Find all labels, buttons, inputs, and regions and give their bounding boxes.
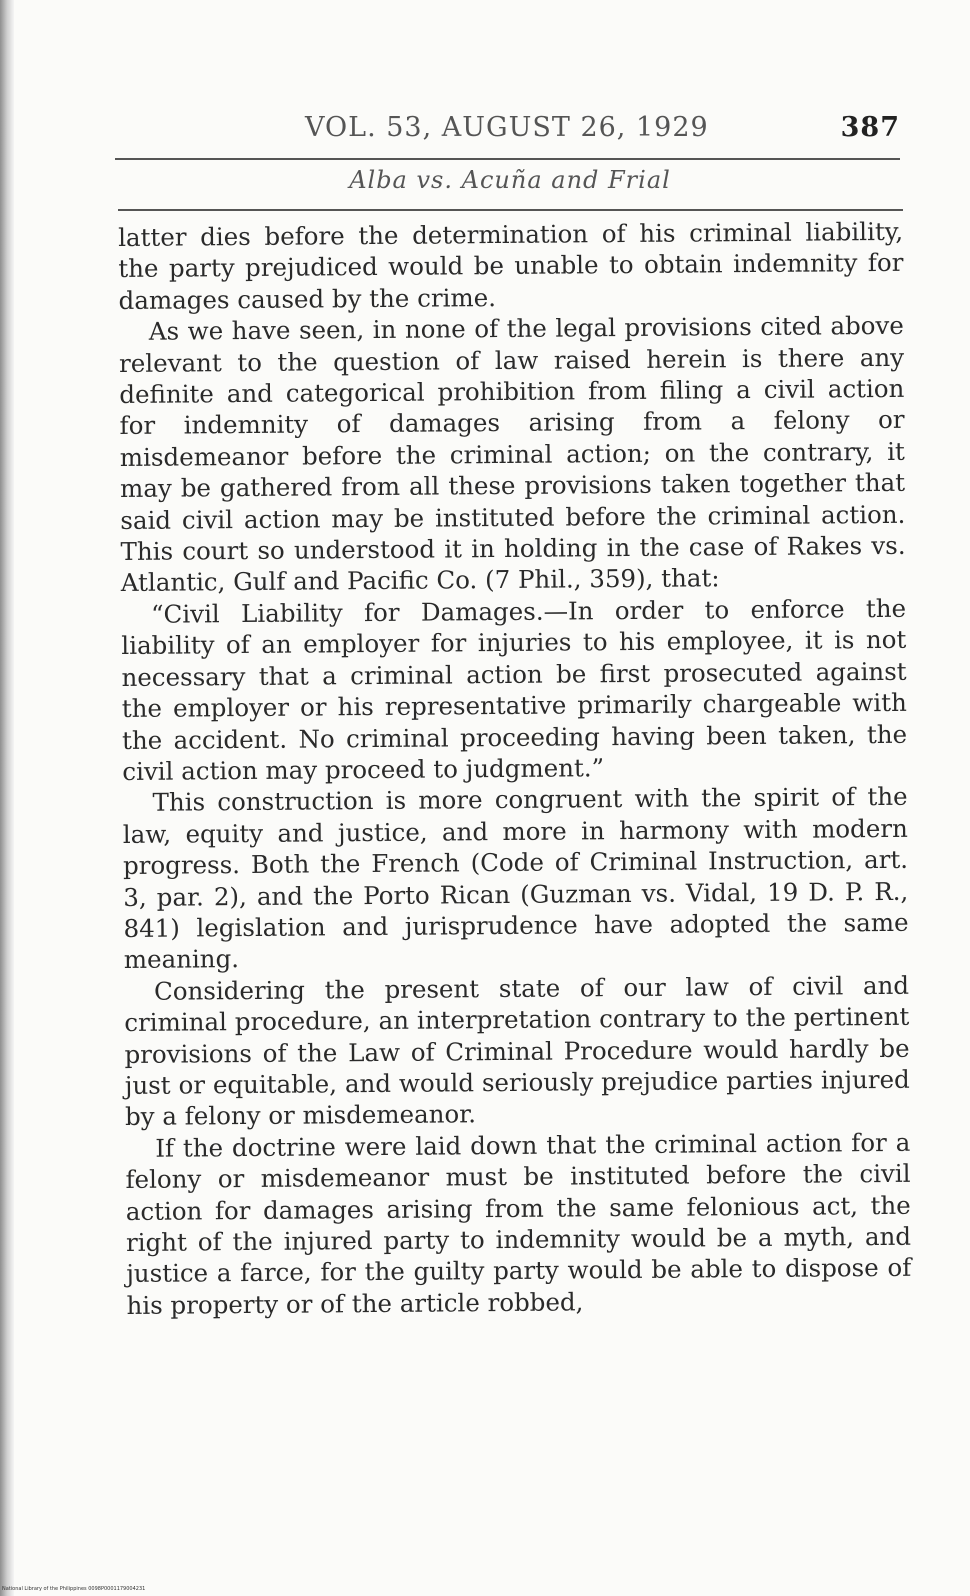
paragraph-considering: Considering the present state of our law of civil and criminal procedure, an interpretation contrary to the pertinent provisions of the Law of Criminal Procedure would hardly be just or equitable, and would seriously prejudice parties injured by a felony or misdemeanor. [124, 970, 910, 1132]
page-number: 387 [840, 112, 900, 143]
page-binding-edge [0, 0, 14, 1596]
paragraph-legal-provisions: As we have seen, in none of the legal provisions cited above relevant to the question of law raised herein is there any definite and categorical prohibition from filing a civil action for indemnity of damages arising from a felony or misdemeanor before the criminal action; on the contrary, it may be gathered from all these provisions taken together that said civil action may be instituted before the criminal action. This court so understood it in holding in the case of Rakes vs. Atlantic, Gulf and Pacific Co. (7 Phil., 359), that: [118, 311, 906, 598]
paragraph-construction: This construction is more congruent with the spirit of the law, equity and justice, and more in harmony with modern progress. Both the French (Code of Criminal Instruction, art. 3, par. 2), and the Porto Rican (Guzman vs. Vidal, 19 D. P. R., 841) legislation and jurisprudence have adopted the same meaning. [122, 782, 909, 975]
paragraph-continuation: latter dies before the determination of his criminal liability, the party prejudiced would be unable to obtain indemnity for damages caused by the crime. [118, 216, 904, 315]
volume-date: VOL. 53, AUGUST 26, 1929 [305, 112, 709, 143]
paragraph-quotation: “Civil Liability for Damages.—In order to enforce the liability of an employer for injuries to his employee, it is not necessary that a criminal action be first prosecuted against the employer or his representative primarily chargeable with the accident. No criminal proceeding having been taken, the civil action may proceed to judgment.” [121, 593, 908, 786]
scan-credit: National Library of the Philippines 0098P0001179004231 [2, 1586, 146, 1592]
header-rule-top [115, 158, 900, 160]
running-title: Alba vs. Acuña and Frial [349, 166, 671, 194]
page-header [120, 112, 900, 152]
header-rule-bottom [118, 209, 903, 211]
body-text [118, 216, 912, 1321]
paragraph-doctrine: If the doctrine were laid down that the criminal action for a felony or misdemeanor must be instituted before the civil action for damages arising from the same felonious act, the right of the injured party to indemnity would be a myth, and justice a farce, for the guilty party would be able to dispose of his property or of the article robbed, [125, 1127, 912, 1320]
